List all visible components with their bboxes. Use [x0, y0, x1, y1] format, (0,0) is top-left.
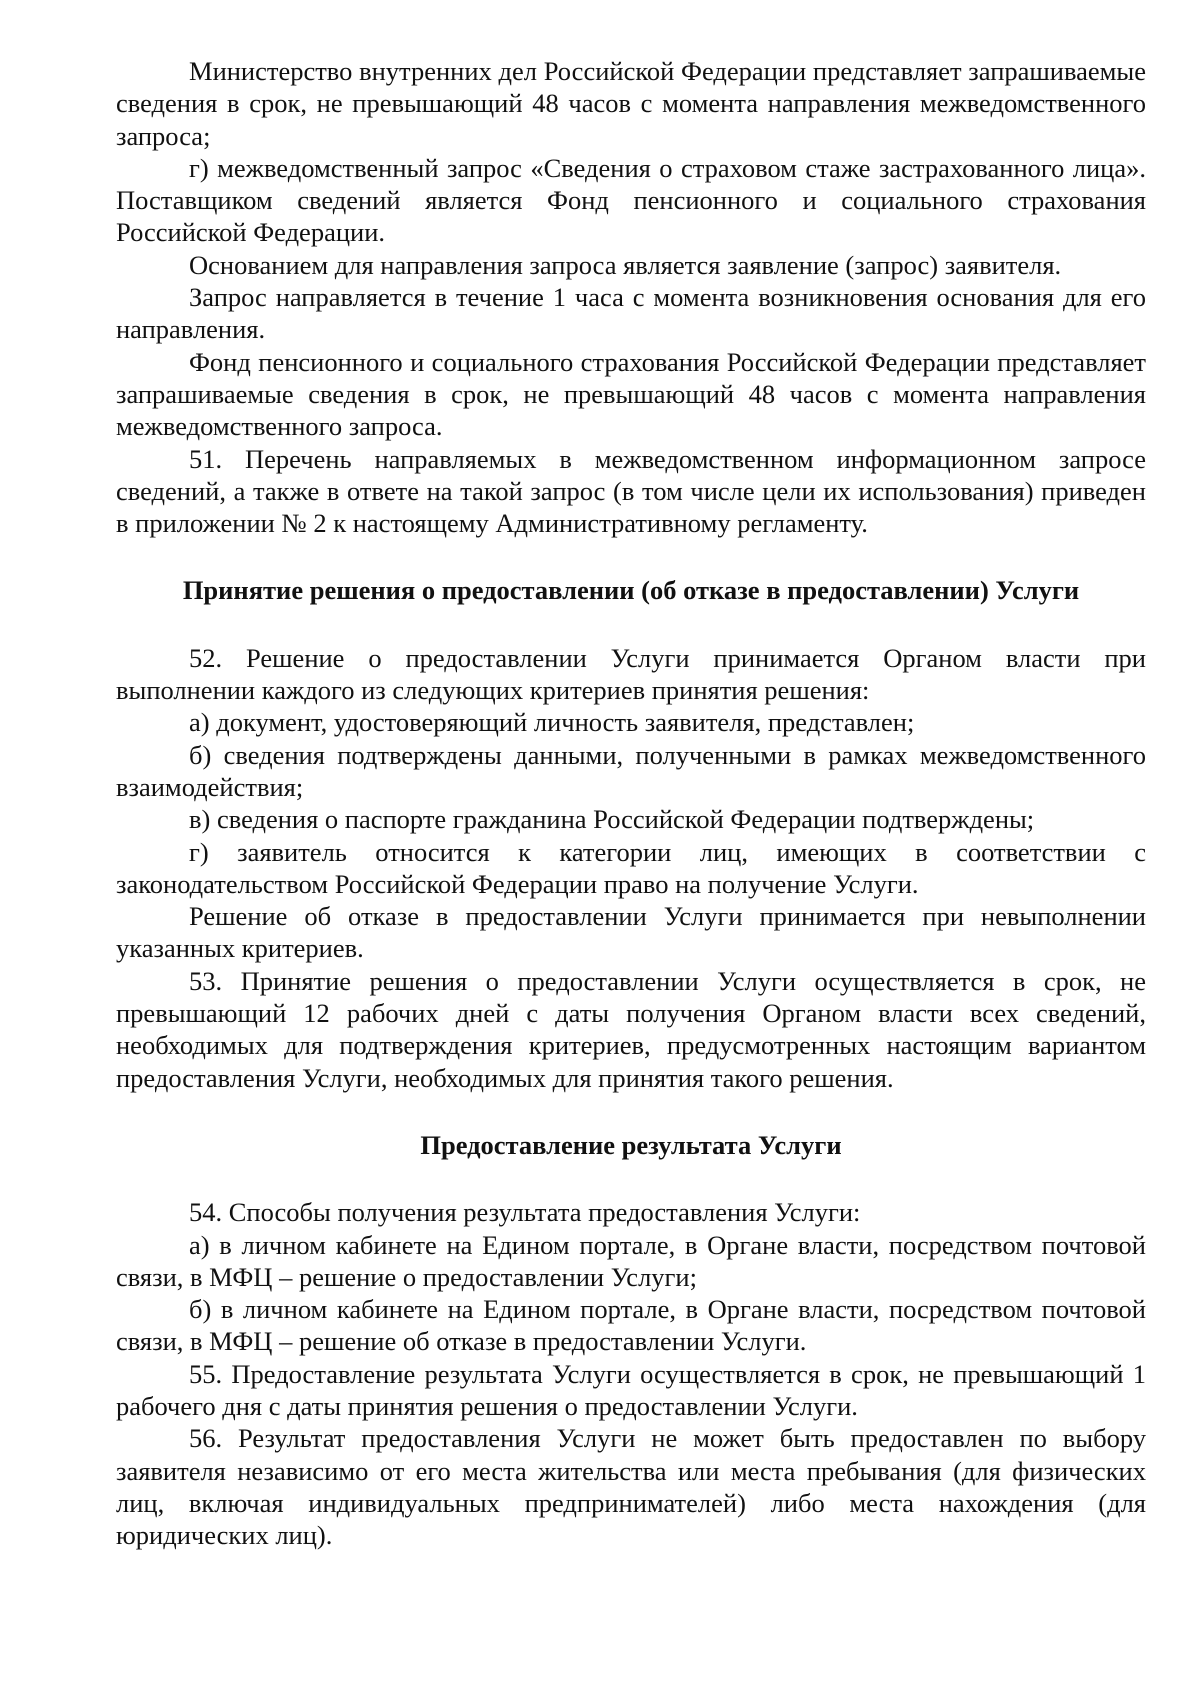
- spacer: [116, 607, 1146, 642]
- paragraph: 51. Перечень направляемых в межведомственном информационном запросе сведений, а также в ответе на такой запрос (в том числе цели их использования) приведен в приложении № 2 к настоящему Административному регламенту.: [116, 443, 1146, 539]
- section-heading: Принятие решения о предоставлении (об отказе в предоставлении) Услуги: [182, 575, 1080, 606]
- paragraph: а) в личном кабинете на Едином портале, в Органе власти, посредством почтовой связи, в МФЦ – решение о предоставлении Услуги;: [116, 1229, 1146, 1292]
- paragraph: в) сведения о паспорте гражданина Российской Федерации подтверждены;: [189, 804, 1035, 835]
- spacer: [116, 539, 1146, 574]
- paragraph: Запрос направляется в течение 1 часа с момента возникновения основания для его направления.: [116, 282, 1146, 345]
- paragraph: Министерство внутренних дел Российской Федерации представляет запрашиваемые сведения в срок, не превышающий 48 часов с момента направления межведомственного запроса;: [116, 56, 1146, 151]
- section-heading: Предоставление результата Услуги: [420, 1129, 842, 1160]
- paragraph: Основанием для направления запроса является заявление (запрос) заявителя.: [189, 249, 1062, 280]
- paragraph: 53. Принятие решения о предоставлении Услуги осуществляется в срок, не превышающий 12 рабочих дней с даты получения Органом власти всех сведений, необходимых для подтверждения критериев, предусмотренных настоящим вариантом предоставления Услуги, необходимых для принятия такого решения.: [116, 965, 1146, 1093]
- spacer: [116, 1161, 1146, 1196]
- paragraph: г) заявитель относится к категории лиц, имеющих в соответствии с законодательством Российской Федерации право на получение Услуги.: [116, 836, 1146, 899]
- paragraph: б) сведения подтверждены данными, полученными в рамках межведомственного взаимодействия;: [116, 739, 1146, 802]
- paragraph: Решение об отказе в предоставлении Услуги принимается при невыполнении указанных критериев.: [116, 901, 1146, 964]
- paragraph: г) межведомственный запрос «Сведения о страховом стаже застрахованного лица». Поставщиком сведений является Фонд пенсионного и социального страхования Российской Федерации.: [116, 152, 1146, 248]
- paragraph: 52. Решение о предоставлении Услуги принимается Органом власти при выполнении каждого из следующих критериев принятия решения:: [116, 642, 1146, 706]
- paragraph: Фонд пенсионного и социального страхования Российской Федерации представляет запрашиваемые сведения в срок, не превышающий 48 часов с момента направления межведомственного запроса.: [116, 346, 1146, 442]
- document-body: [116, 55, 1146, 1551]
- spacer: [116, 1094, 1146, 1129]
- paragraph: а) документ, удостоверяющий личность заявителя, представлен;: [189, 707, 915, 738]
- paragraph: б) в личном кабинете на Едином портале, в Органе власти, посредством почтовой связи, в МФЦ – решение об отказе в предоставлении Услуги.: [116, 1294, 1146, 1357]
- paragraph: 56. Результат предоставления Услуги не может быть предоставлен по выбору заявителя независимо от его места жительства или места пребывания (для физических лиц, включая индивидуальных предпринимателей) либо места нахождения (для юридических лиц).: [116, 1423, 1146, 1551]
- paragraph: 54. Способы получения результата предоставления Услуги:: [189, 1197, 861, 1228]
- paragraph: 55. Предоставление результата Услуги осуществляется в срок, не превышающий 1 рабочего дня с даты принятия решения о предоставлении Услуги.: [116, 1358, 1146, 1421]
